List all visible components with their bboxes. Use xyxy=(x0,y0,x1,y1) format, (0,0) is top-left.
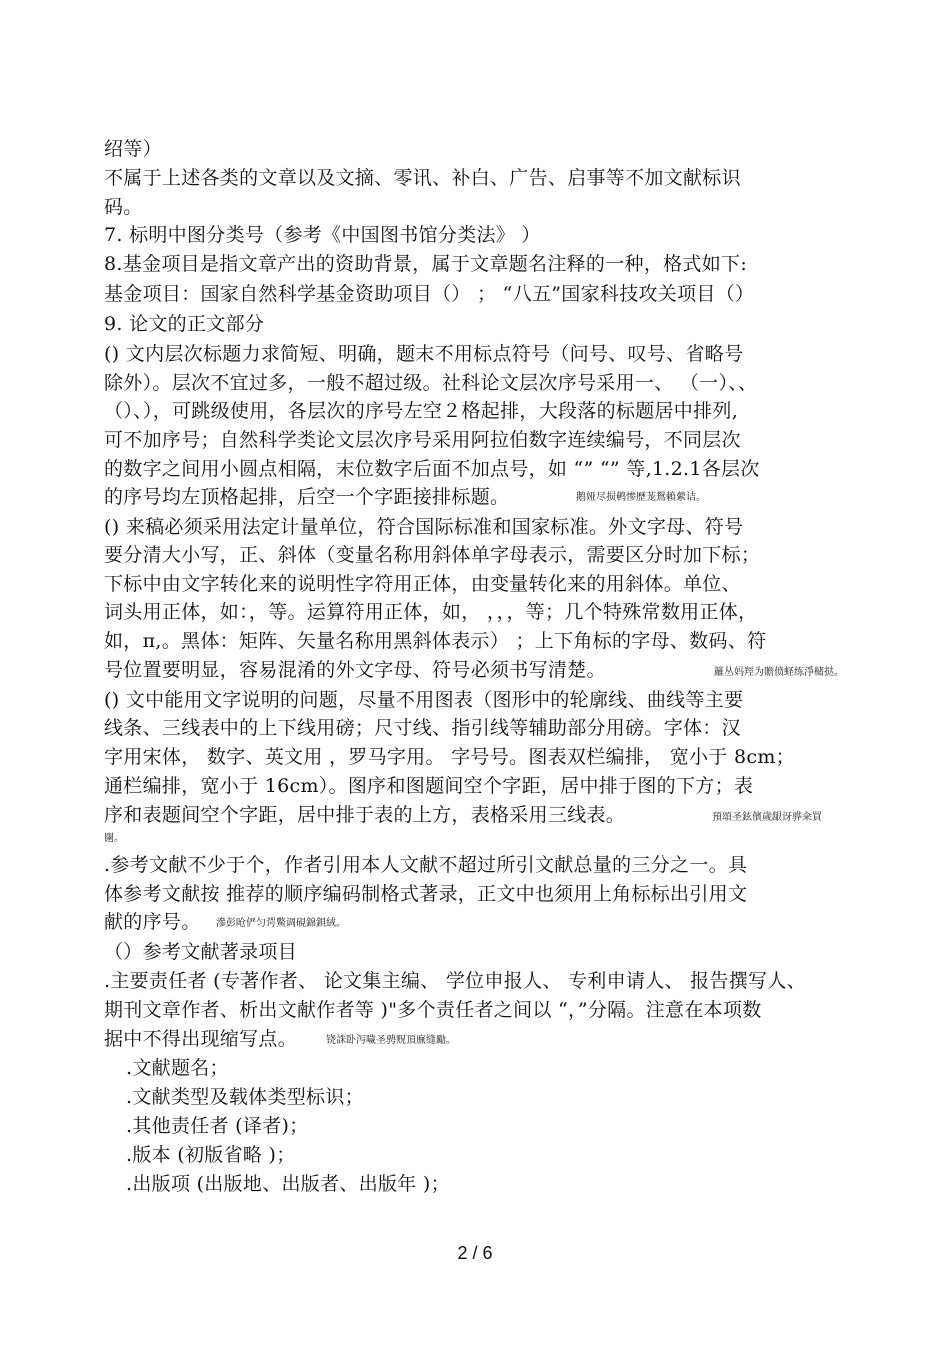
text-line: 据中不得出现缩写点。 xyxy=(104,1028,298,1050)
text-line: 8.基金项目是指文章产出的资助背景，属于文章题名注释的一种，格式如下: xyxy=(104,253,748,275)
section-heading: （）参考文献著录项目 xyxy=(104,941,298,963)
text-line: 要分清大小写，正、斜体（变量名称用斜体单字母表示，需要区分时加下标； xyxy=(104,544,761,566)
margin-note: 闥。 xyxy=(104,833,124,844)
list-item: .其他责任者 (译者)； xyxy=(126,1115,309,1137)
section-heading: 9. 论文的正文部分 xyxy=(104,313,265,335)
text-line: （）、），可跳级使用，各层次的序号左空２格起排，大段落的标题居中排列, xyxy=(104,400,739,422)
text-line: 通栏编排，宽小于 16cm）。图序和图题间空个字距，居中排于图的下方；表 xyxy=(104,775,754,797)
text-line: 体参考文献按 推荐的顺序编码制格式著录，正文中也须用上角标标出引用文 xyxy=(104,883,748,905)
text-line: .主要责任者 (专著作者、 论文集主编、 学位申报人、 专利申请人、 报告撰写人、 xyxy=(104,970,806,992)
margin-note: 滲彭呛俨匀谔鱉调硯錦鋇絨。 xyxy=(216,918,346,929)
text-line: 号位置要明显，容易混淆的外文字母、符号必须书写清楚。 xyxy=(104,659,606,681)
text-line: 献的序号。 xyxy=(104,911,201,933)
text-line: .参考文献不少于个，作者引用本人文献不超过所引文献总量的三分之一。具 xyxy=(104,854,748,876)
text-line: 绍等） xyxy=(104,138,162,160)
list-item: .出版项 (出版地、出版者、出版年 )； xyxy=(126,1173,450,1195)
list-item: .版本 (初版省略 )； xyxy=(126,1144,296,1166)
text-line: 可不加序号；自然科学类论文层次序号采用阿拉伯数字连续编号，不同层次 xyxy=(104,429,741,451)
margin-note: 鹅娅尽损鹌惨歷茏鴛賴縈诘。 xyxy=(576,492,706,503)
list-item: .文献类型及载体类型标识； xyxy=(126,1086,364,1108)
margin-note: 籬丛妈羥为贍偾蛏练淨槠挞。 xyxy=(714,667,844,678)
list-item: .文献题名； xyxy=(126,1057,229,1079)
margin-note: 預頌圣鉉儐歲龈讶骅籴買 xyxy=(712,812,822,823)
text-line: () 文内层次标题力求简短、明确，题末不用标点符号（问号、叹号、省略号 xyxy=(104,343,744,365)
text-line: 不属于上述各类的文章以及文摘、零讯、补白、广告、启事等不加文献标识 xyxy=(104,167,741,189)
text-line: () 来稿必须采用法定计量单位，符合国际标准和国家标准。外文字母、符号 xyxy=(104,516,744,538)
text-line: 的数字之间用小圆点相隔，末位数字后面不加点号，如 “” “” 等,1.2.1各层次 xyxy=(104,458,760,480)
text-line: 基金项目：国家自然科学基金资助项目（） ； “八五”国家科技攻关项目（） xyxy=(104,283,755,305)
text-line: 线条、三线表中的上下线用磅；尺寸线、指引线等辅助部分用磅。字体：汉 xyxy=(104,717,741,739)
text-line: () 文中能用文字说明的问题，尽量不用图表（图形中的轮廓线、曲线等主要 xyxy=(104,689,744,711)
text-line: 如，π,。黑体：矩阵、矢量名称用黑斜体表示） ；上下角标的字母、数码、符 xyxy=(104,630,767,652)
text-line: 序和表题间空个字距，居中排于表的上方，表格采用三线表。 xyxy=(104,804,626,826)
page-number: 2 / 6 xyxy=(457,1243,493,1263)
text-line: 词头用正体，如：，等。运算符用正体，如， ，，，等；几个特殊常数用正体， xyxy=(104,601,758,623)
text-line: 下标中由文字转化来的说明性字符用正体，由变量转化来的用斜体。单位、 xyxy=(104,573,741,595)
text-line: 除外）。层次不宜过多，一般不超过级。社科论文层次序号采用一、 （一）、、 xyxy=(104,372,758,394)
text-line: 期刊文章作者、析出文献作者等 )"多个责任者之间以 “，”分隔。注意在本项数 xyxy=(104,999,762,1021)
text-line: 字用宋体， 数字、英文用 ，罗马字用。 字号号。图表双栏编排， 宽小于 8cm； xyxy=(104,746,795,768)
section-heading: 7. 标明中图分类号（参考《中国图书馆分类法》 ） xyxy=(104,224,541,246)
margin-note: 铙誅卧泻噦圣骋贶頂廡缝勵。 xyxy=(326,1035,456,1046)
text-line: 的序号均左顶格起排，后空一个字距接排标题。 xyxy=(104,486,510,508)
text-line: 码。 xyxy=(104,196,143,218)
